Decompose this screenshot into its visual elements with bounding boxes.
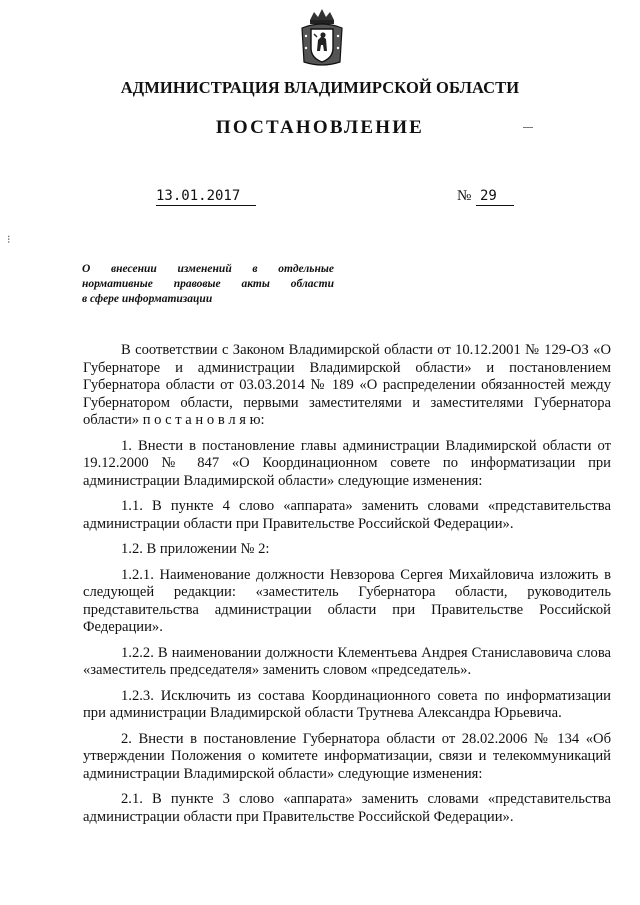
- subject-line: нормативные правовые акты области: [82, 278, 334, 290]
- body-paragraph: 1.2. В приложении № 2:: [121, 541, 270, 557]
- coat-of-arms-icon: [296, 6, 348, 68]
- body-paragraph: 1.2.3. Исключить из состава Координационного совета по информатизации при администрации Владимирской области Трутнева Александра Юрьевича.: [83, 687, 611, 721]
- margin-mark: ⁝: [7, 234, 11, 246]
- body-paragraph: 2. Внести в постановление Губернатора области от 28.02.2006 № 134 «Об утверждении Положения о комитете информатизации, связи и телекоммуникаций администрации Владимирской области» следующие изменения:: [83, 730, 611, 782]
- divider: [523, 127, 533, 128]
- document-date: 13.01.2017: [156, 188, 256, 206]
- document-type: ПОСТАНОВЛЕНИЕ: [215, 117, 425, 138]
- document-number: 29: [476, 188, 514, 206]
- body-paragraph: 2.1. В пункте 3 слово «аппарата» заменить словами «представительства администрации области при Правительстве Российской Федерации».: [83, 791, 611, 825]
- body-paragraph: 1. Внести в постановление главы администрации Владимирской области от 19.12.2000 № 847 «О Координационном совете по информатизации при администрации Владимирской области» следующие изменения:: [83, 437, 611, 489]
- number-sign: №: [457, 188, 472, 204]
- organization-name: АДМИНИСТРАЦИЯ ВЛАДИМИРСКОЙ ОБЛАСТИ: [120, 78, 520, 97]
- document-body: [83, 342, 611, 826]
- subject-line: в сфере информатизации: [82, 293, 213, 305]
- body-paragraph: 1.1. В пункте 4 слово «аппарата» заменить словами «представительства администрации области при Правительстве Российской Федерации».: [83, 498, 611, 532]
- body-paragraph: 1.2.1. Наименование должности Невзорова Сергея Михайловича изложить в следующей редакции: «заместитель Губернатора области, руководитель представительства администрации области при Правительстве Российской Федерации».: [83, 566, 611, 635]
- subject-line: О внесении изменений в отдельные: [82, 263, 334, 275]
- document-subject: [82, 262, 334, 307]
- body-paragraph: В соответствии с Законом Владимирской области от 10.12.2001 № 129-ОЗ «О Губернаторе и администрации Владимирской области» и постановлением Губернатора области от 03.03.2014 № 189 «О распределении обязанностей между Губернатором области, первыми заместителями и заместителями Губернатора области» п о с т а н о в л я ю:: [83, 342, 611, 428]
- body-paragraph: 1.2.2. В наименовании должности Клементьева Андрея Станиславовича слова «заместитель председателя» заменить словом «председатель».: [83, 644, 611, 678]
